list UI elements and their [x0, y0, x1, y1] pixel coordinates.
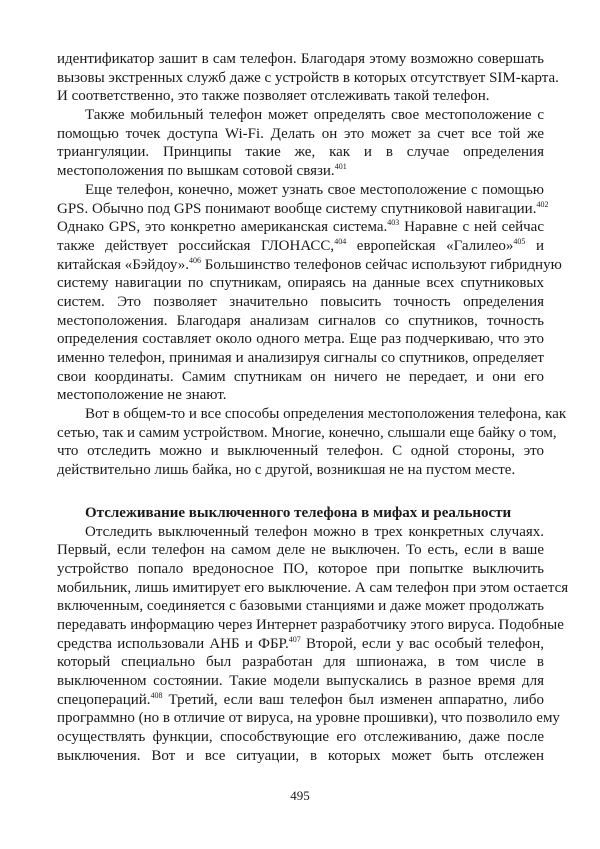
text-run: Наравне с ней сейчас: [399, 219, 545, 236]
text-run: сетью, так и самим устройством. Многие, конечно, слышали еще байку о том,: [57, 424, 557, 441]
text-line: [57, 199, 549, 219]
text-run: Вот в общем-то и все способы определения местоположения телефона, как: [85, 406, 567, 423]
text-run: устройство попало вредоносное ПО, которое при попытке выключить: [57, 560, 544, 577]
text-line: [57, 560, 544, 579]
text-line: [57, 691, 544, 710]
text-run: который специально был разработан для шпионажа, в том числе в: [57, 654, 544, 671]
text-line: [57, 672, 544, 691]
paragraph: [57, 523, 569, 766]
text-run: Отследить выключенный телефон можно в трех конкретных случаях.: [85, 523, 544, 540]
text-run: включенным, соединяется с базовыми станциями и даже может продолжать: [57, 598, 544, 615]
footnote-ref[interactable]: 407: [288, 634, 301, 644]
text-run: выключенном состоянии. Такие модели выпускались в разное время для: [57, 673, 544, 689]
text-line: [57, 125, 544, 144]
text-run: Однако GPS, это конкретно американская система.: [57, 219, 388, 236]
text-run: также действует российская ГЛОНАСС,: [57, 237, 335, 254]
text-line: [57, 330, 544, 349]
footnote-ref[interactable]: 402: [536, 199, 549, 209]
text-line: [57, 349, 544, 368]
text-line: [57, 237, 544, 256]
text-run: программно (но в отличие от вируса, на уровне прошивки), что позволило ему: [57, 710, 560, 727]
text-run: GPS. Обычно под GPS понимают вообще систему спутниковой навигации.: [57, 200, 537, 217]
text-run: идентификатор зашит в сам телефон. Благодаря этому возможно совершать: [57, 51, 544, 67]
text-run: Также мобильный телефон может определять свое местоположение с: [85, 107, 544, 124]
text-run: Большинство телефонов сейчас используют гибридную: [201, 256, 562, 273]
text-line: [57, 87, 544, 106]
footnote-ref[interactable]: 405: [513, 236, 526, 246]
footnote-ref[interactable]: 403: [387, 218, 400, 228]
text-line: [57, 293, 544, 312]
text-line: [57, 728, 544, 747]
text-line: [57, 162, 544, 181]
text-run: И соответственно, это также позволяет отслеживать такой телефон.: [57, 88, 490, 105]
text-line: [57, 255, 562, 275]
text-run: триангуляции. Принципы такие же, как и в случае определения: [57, 144, 544, 161]
text-line: [57, 541, 544, 560]
paragraph: [57, 106, 544, 181]
text-run: систем. Это позволяет значительно повысить точность определения: [57, 293, 544, 310]
text-line: [57, 312, 544, 331]
text-run: действительно лишь байка, но с другой, возникшая не на пустом месте.: [57, 462, 516, 479]
footnote-ref[interactable]: 404: [334, 236, 347, 246]
footnote-ref[interactable]: 408: [150, 690, 163, 700]
paragraph: [57, 405, 567, 480]
text-line: [57, 635, 544, 654]
text-line: [57, 69, 559, 88]
text-run: местоположения. Благодаря анализам сигналов со спутников, точность: [57, 312, 544, 329]
text-run: средства использовали АНБ и ФБР.: [57, 635, 289, 652]
text-run: осуществлять функции, способствующие его отслеживанию, даже после: [57, 729, 544, 746]
section-heading: Отслеживание выключенного телефона в мифах и реальности: [85, 504, 512, 521]
text-line: [57, 274, 544, 293]
text-line: [57, 50, 544, 69]
text-line: [57, 579, 569, 598]
text-line: [57, 597, 544, 616]
text-run: систему навигации по спутникам, опираясь на данные всех спутниковых: [57, 275, 544, 292]
text-run: передавать информацию через Интернет разработчику этого вируса. Подобные: [57, 616, 564, 633]
text-line: [57, 386, 544, 405]
footnote-ref[interactable]: 401: [334, 162, 347, 172]
footnote-ref[interactable]: 406: [189, 255, 202, 265]
text-line: [57, 442, 544, 461]
text-line: [57, 747, 544, 766]
text-run: именно телефон, принимая и анализируя сигналы со спутников, определяет: [57, 350, 544, 366]
text-run: что отследить можно и выключенный телефон. С одной стороны, это: [57, 443, 544, 460]
text-line: [57, 709, 560, 728]
text-line: [57, 181, 544, 200]
text-line: [57, 616, 564, 635]
text-run: европейская «Галилео»: [346, 237, 514, 254]
text-line: [57, 405, 567, 424]
text-run: Второй, если у вас особый телефон,: [300, 635, 544, 652]
page-body: [57, 50, 569, 765]
page-number: 495: [290, 788, 310, 803]
text-run: помощью точек доступа Wi-Fi. Делать он это может за счет все той же: [57, 125, 544, 142]
paragraph: [57, 181, 562, 405]
text-run: выключения. Вот и все ситуации, в которых может быть отслежен: [57, 747, 544, 764]
text-run: вызовы экстренных служб даже с устройств в которых отсутствует SIM-карта.: [57, 69, 559, 86]
text-line: [57, 218, 544, 237]
text-line: [57, 424, 557, 443]
paragraph: [57, 50, 559, 106]
text-line: [57, 143, 544, 162]
text-run: местоположение не знают.: [57, 387, 227, 404]
text-run: и: [525, 237, 545, 254]
text-run: Еще телефон, конечно, может узнать свое местоположение с помощью: [85, 181, 544, 198]
text-run: свои координаты. Самим спутникам он ничего не передает, и они его: [57, 368, 544, 385]
text-run: спецопераций.: [57, 691, 151, 708]
text-run: Третий, если ваш телефон был изменен аппаратно, либо: [162, 691, 544, 708]
text-run: местоположения по вышкам сотовой связи.: [57, 163, 335, 180]
text-line: [57, 368, 544, 387]
text-line: [57, 106, 544, 125]
text-line: [57, 653, 544, 672]
text-line: [57, 461, 544, 480]
text-line: [57, 523, 544, 542]
text-run: Первый, если телефон на самом деле не выключен. То есть, если в ваше: [57, 542, 544, 559]
text-run: китайская «Бэйдоу».: [57, 256, 190, 273]
text-run: определения составляет около одного метра. Еще раз подчеркиваю, что это: [57, 331, 544, 348]
text-run: мобильник, лишь имитирует его выключение. А сам телефон при этом остается: [57, 579, 569, 596]
